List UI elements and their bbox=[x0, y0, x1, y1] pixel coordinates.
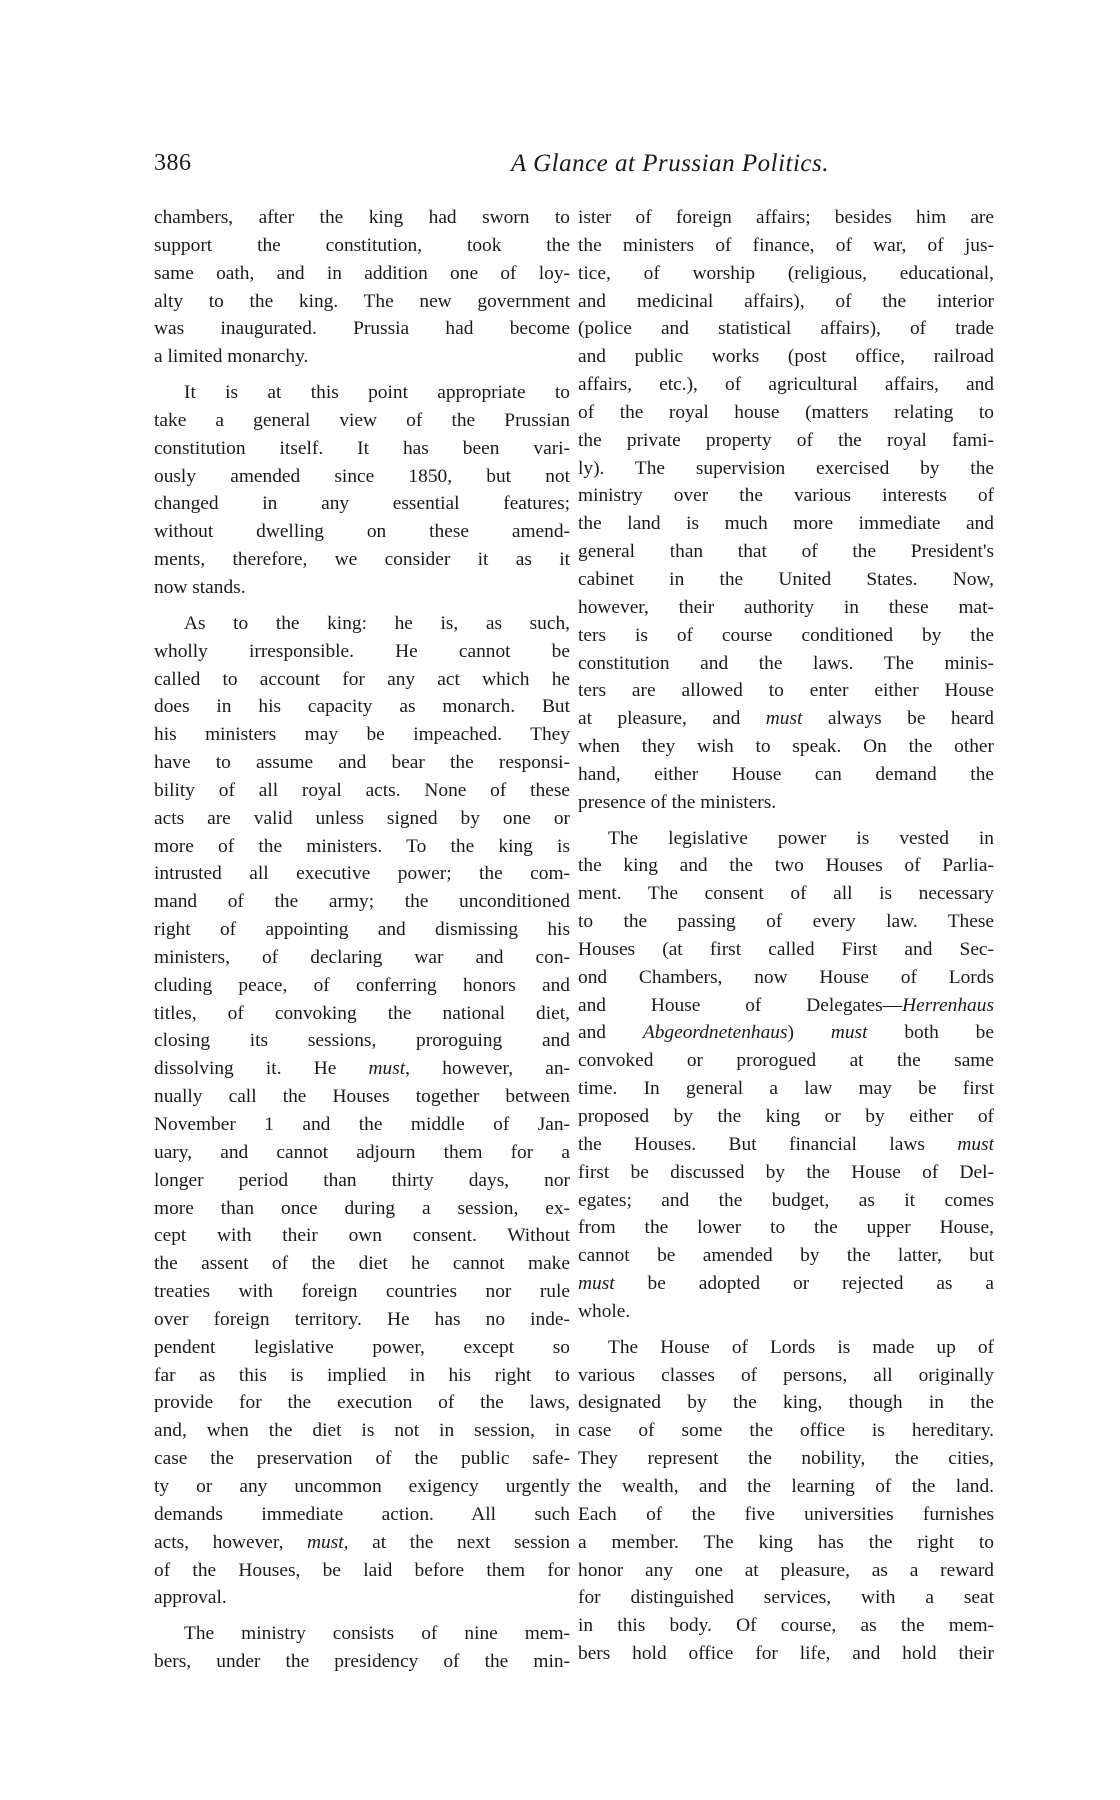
running-title: A Glance at Prussian Politics. bbox=[511, 150, 829, 177]
text-line: closing its sessions, proroguing and bbox=[154, 1030, 570, 1052]
text-line: and medicinal affairs), of the interior bbox=[578, 290, 994, 312]
text-line: general than that of the President's bbox=[578, 541, 994, 563]
left-text-column bbox=[154, 204, 570, 1676]
text-line: does in his capacity as monarch. But bbox=[154, 696, 570, 718]
text-line: tice, of worship (religious, educational, bbox=[578, 262, 994, 284]
paragraph-gap bbox=[578, 817, 994, 825]
text-line: (police and statistical affairs), of trade bbox=[578, 318, 994, 340]
page-number: 386 bbox=[154, 150, 192, 176]
text-line: chambers, after the king had sworn to bbox=[154, 207, 570, 228]
text-line: ond Chambers, now House of Lords bbox=[578, 966, 994, 988]
text-line: and, when the diet is not in session, in bbox=[154, 1420, 570, 1442]
text-line: The ministry consists of nine mem- bbox=[184, 1623, 570, 1645]
text-line: various classes of persons, all originally bbox=[578, 1364, 994, 1386]
text-line: mand of the army; the unconditioned bbox=[154, 891, 570, 913]
text-line: for distinguished services, with a seat bbox=[578, 1587, 994, 1609]
text-line: the wealth, and the learning of the land. bbox=[578, 1475, 994, 1497]
text-line: the assent of the diet he cannot make bbox=[154, 1253, 570, 1275]
text-line: November 1 and the middle of Jan- bbox=[154, 1114, 570, 1135]
text-line: from the lower to the upper House, bbox=[578, 1217, 994, 1239]
text-line: titles, of convoking the national diet, bbox=[154, 1002, 570, 1024]
text-line: treaties with foreign countries nor rule bbox=[154, 1281, 570, 1303]
text-line: case of some the office is hereditary. bbox=[578, 1420, 994, 1442]
text-line: of the royal house (matters relating to bbox=[578, 401, 994, 423]
text-line: take a general view of the Prussian bbox=[154, 409, 570, 431]
text-line: whole. bbox=[578, 1300, 631, 1322]
page-header bbox=[150, 150, 990, 182]
text-line: alty to the king. The new government bbox=[154, 290, 570, 312]
text-line: uary, and cannot adjourn them for a bbox=[154, 1141, 570, 1163]
text-line: time. In general a law may be first bbox=[578, 1078, 994, 1100]
text-line: a member. The king has the right to bbox=[578, 1531, 994, 1553]
text-line: provide for the execution of the laws, bbox=[154, 1392, 570, 1414]
right-text-column bbox=[578, 204, 994, 1668]
text-line: convoked or prorogued at the same bbox=[578, 1050, 994, 1072]
text-line: constitution itself. It has been vari- bbox=[154, 437, 570, 459]
text-line: They represent the nobility, the cities, bbox=[578, 1448, 994, 1470]
text-line: demands immediate action. All such bbox=[154, 1503, 570, 1525]
text-line: right of appointing and dismissing his bbox=[154, 919, 570, 941]
text-line: have to assume and bear the responsi- bbox=[154, 752, 570, 774]
text-line: ments, therefore, we consider it as it bbox=[154, 549, 570, 571]
text-line: proposed by the king or by either of bbox=[578, 1106, 994, 1127]
text-line: over foreign territory. He has no inde- bbox=[154, 1308, 570, 1330]
text-line: Each of the five universities furnishes bbox=[578, 1503, 994, 1525]
text-line: ly). The supervision exercised by the bbox=[578, 457, 994, 479]
text-line: The legislative power is vested in bbox=[608, 827, 994, 849]
text-line: case the preservation of the public safe- bbox=[154, 1448, 570, 1470]
text-line: Houses (at first called First and Sec- bbox=[578, 938, 994, 960]
text-line: ister of foreign affairs; besides him are bbox=[578, 207, 994, 228]
text-line: to the passing of every law. These bbox=[578, 911, 994, 933]
text-line: cluding peace, of conferring honors and bbox=[154, 974, 570, 996]
text-line: however, their authority in these mat- bbox=[578, 596, 994, 618]
text-line: the private property of the royal fami- bbox=[578, 429, 994, 451]
text-line: affairs, etc.), of agricultural affairs, and bbox=[578, 374, 994, 396]
text-line: the Houses. But financial laws must bbox=[578, 1133, 994, 1155]
text-line: ministry over the various interests of bbox=[578, 485, 994, 507]
text-line: cannot be amended by the latter, but bbox=[578, 1245, 994, 1267]
text-line: pendent legislative power, except so bbox=[154, 1336, 570, 1358]
paragraph-gap bbox=[154, 602, 570, 610]
text-line: wholly irresponsible. He cannot be bbox=[154, 640, 570, 662]
text-line: must be adopted or rejected as a bbox=[578, 1273, 994, 1295]
text-line: acts are valid unless signed by one or bbox=[154, 807, 570, 829]
text-line: his ministers may be impeached. They bbox=[154, 724, 570, 746]
text-line: intrusted all executive power; the com- bbox=[154, 863, 570, 885]
text-line: bers hold office for life, and hold their bbox=[578, 1643, 994, 1665]
text-line: presence of the ministers. bbox=[578, 791, 777, 813]
text-line: It is at this point appropriate to bbox=[184, 382, 570, 404]
text-line: ters are allowed to enter either House bbox=[578, 680, 994, 702]
text-line: bers, under the presidency of the min- bbox=[154, 1651, 570, 1673]
text-line: cept with their own consent. Without bbox=[154, 1225, 570, 1247]
text-line: approval. bbox=[154, 1587, 227, 1609]
text-line: more of the ministers. To the king is bbox=[154, 835, 570, 857]
text-line: without dwelling on these amend- bbox=[154, 521, 570, 543]
text-line: first be discussed by the House of Del- bbox=[578, 1161, 994, 1183]
text-line: now stands. bbox=[154, 576, 246, 598]
text-line: far as this is implied in his right to bbox=[154, 1364, 570, 1386]
text-line: in this body. Of course, as the mem- bbox=[578, 1615, 994, 1637]
text-line: at pleasure, and must always be heard bbox=[578, 708, 994, 730]
text-line: support the constitution, took the bbox=[154, 234, 570, 256]
paragraph-gap bbox=[154, 1612, 570, 1620]
text-line: ters is of course conditioned by the bbox=[578, 624, 994, 646]
text-line: a limited monarchy. bbox=[154, 346, 309, 368]
text-line: the land is much more immediate and bbox=[578, 513, 994, 535]
text-line: dissolving it. He must, however, an- bbox=[154, 1058, 570, 1080]
text-line: and House of Delegates—Herrenhaus bbox=[578, 994, 994, 1016]
text-line: changed in any essential features; bbox=[154, 493, 570, 515]
text-line: The House of Lords is made up of bbox=[608, 1336, 994, 1358]
text-line: cabinet in the United States. Now, bbox=[578, 568, 994, 590]
text-line: called to account for any act which he bbox=[154, 668, 570, 690]
text-line: same oath, and in addition one of loy- bbox=[154, 262, 570, 284]
text-line: ministers, of declaring war and con- bbox=[154, 946, 570, 968]
text-line: ously amended since 1850, but not bbox=[154, 465, 570, 487]
text-line: ty or any uncommon exigency urgently bbox=[154, 1475, 570, 1497]
text-line: acts, however, must, at the next session bbox=[154, 1531, 570, 1553]
text-line: of the Houses, be laid before them for bbox=[154, 1559, 570, 1581]
text-line: more than once during a session, ex- bbox=[154, 1197, 570, 1219]
text-line: and public works (post office, railroad bbox=[578, 346, 994, 368]
text-line: when they wish to speak. On the other bbox=[578, 736, 994, 758]
paragraph-gap bbox=[154, 371, 570, 379]
text-line: honor any one at pleasure, as a reward bbox=[578, 1559, 994, 1581]
text-line: designated by the king, though in the bbox=[578, 1392, 994, 1414]
text-line: longer period than thirty days, nor bbox=[154, 1169, 570, 1191]
text-line: bility of all royal acts. None of these bbox=[154, 779, 570, 801]
text-line: As to the king: he is, as such, bbox=[184, 612, 570, 634]
text-line: was inaugurated. Prussia had become bbox=[154, 318, 570, 340]
text-line: and Abgeordnetenhaus) must both be bbox=[578, 1022, 994, 1044]
text-line: nually call the Houses together between bbox=[154, 1086, 570, 1108]
text-line: hand, either House can demand the bbox=[578, 763, 994, 785]
text-line: the king and the two Houses of Parlia- bbox=[578, 855, 994, 877]
text-line: the ministers of finance, of war, of jus- bbox=[578, 234, 994, 256]
text-line: ment. The consent of all is necessary bbox=[578, 883, 994, 905]
text-line: constitution and the laws. The minis- bbox=[578, 652, 994, 674]
paragraph-gap bbox=[578, 1326, 994, 1334]
text-line: egates; and the budget, as it comes bbox=[578, 1189, 994, 1211]
